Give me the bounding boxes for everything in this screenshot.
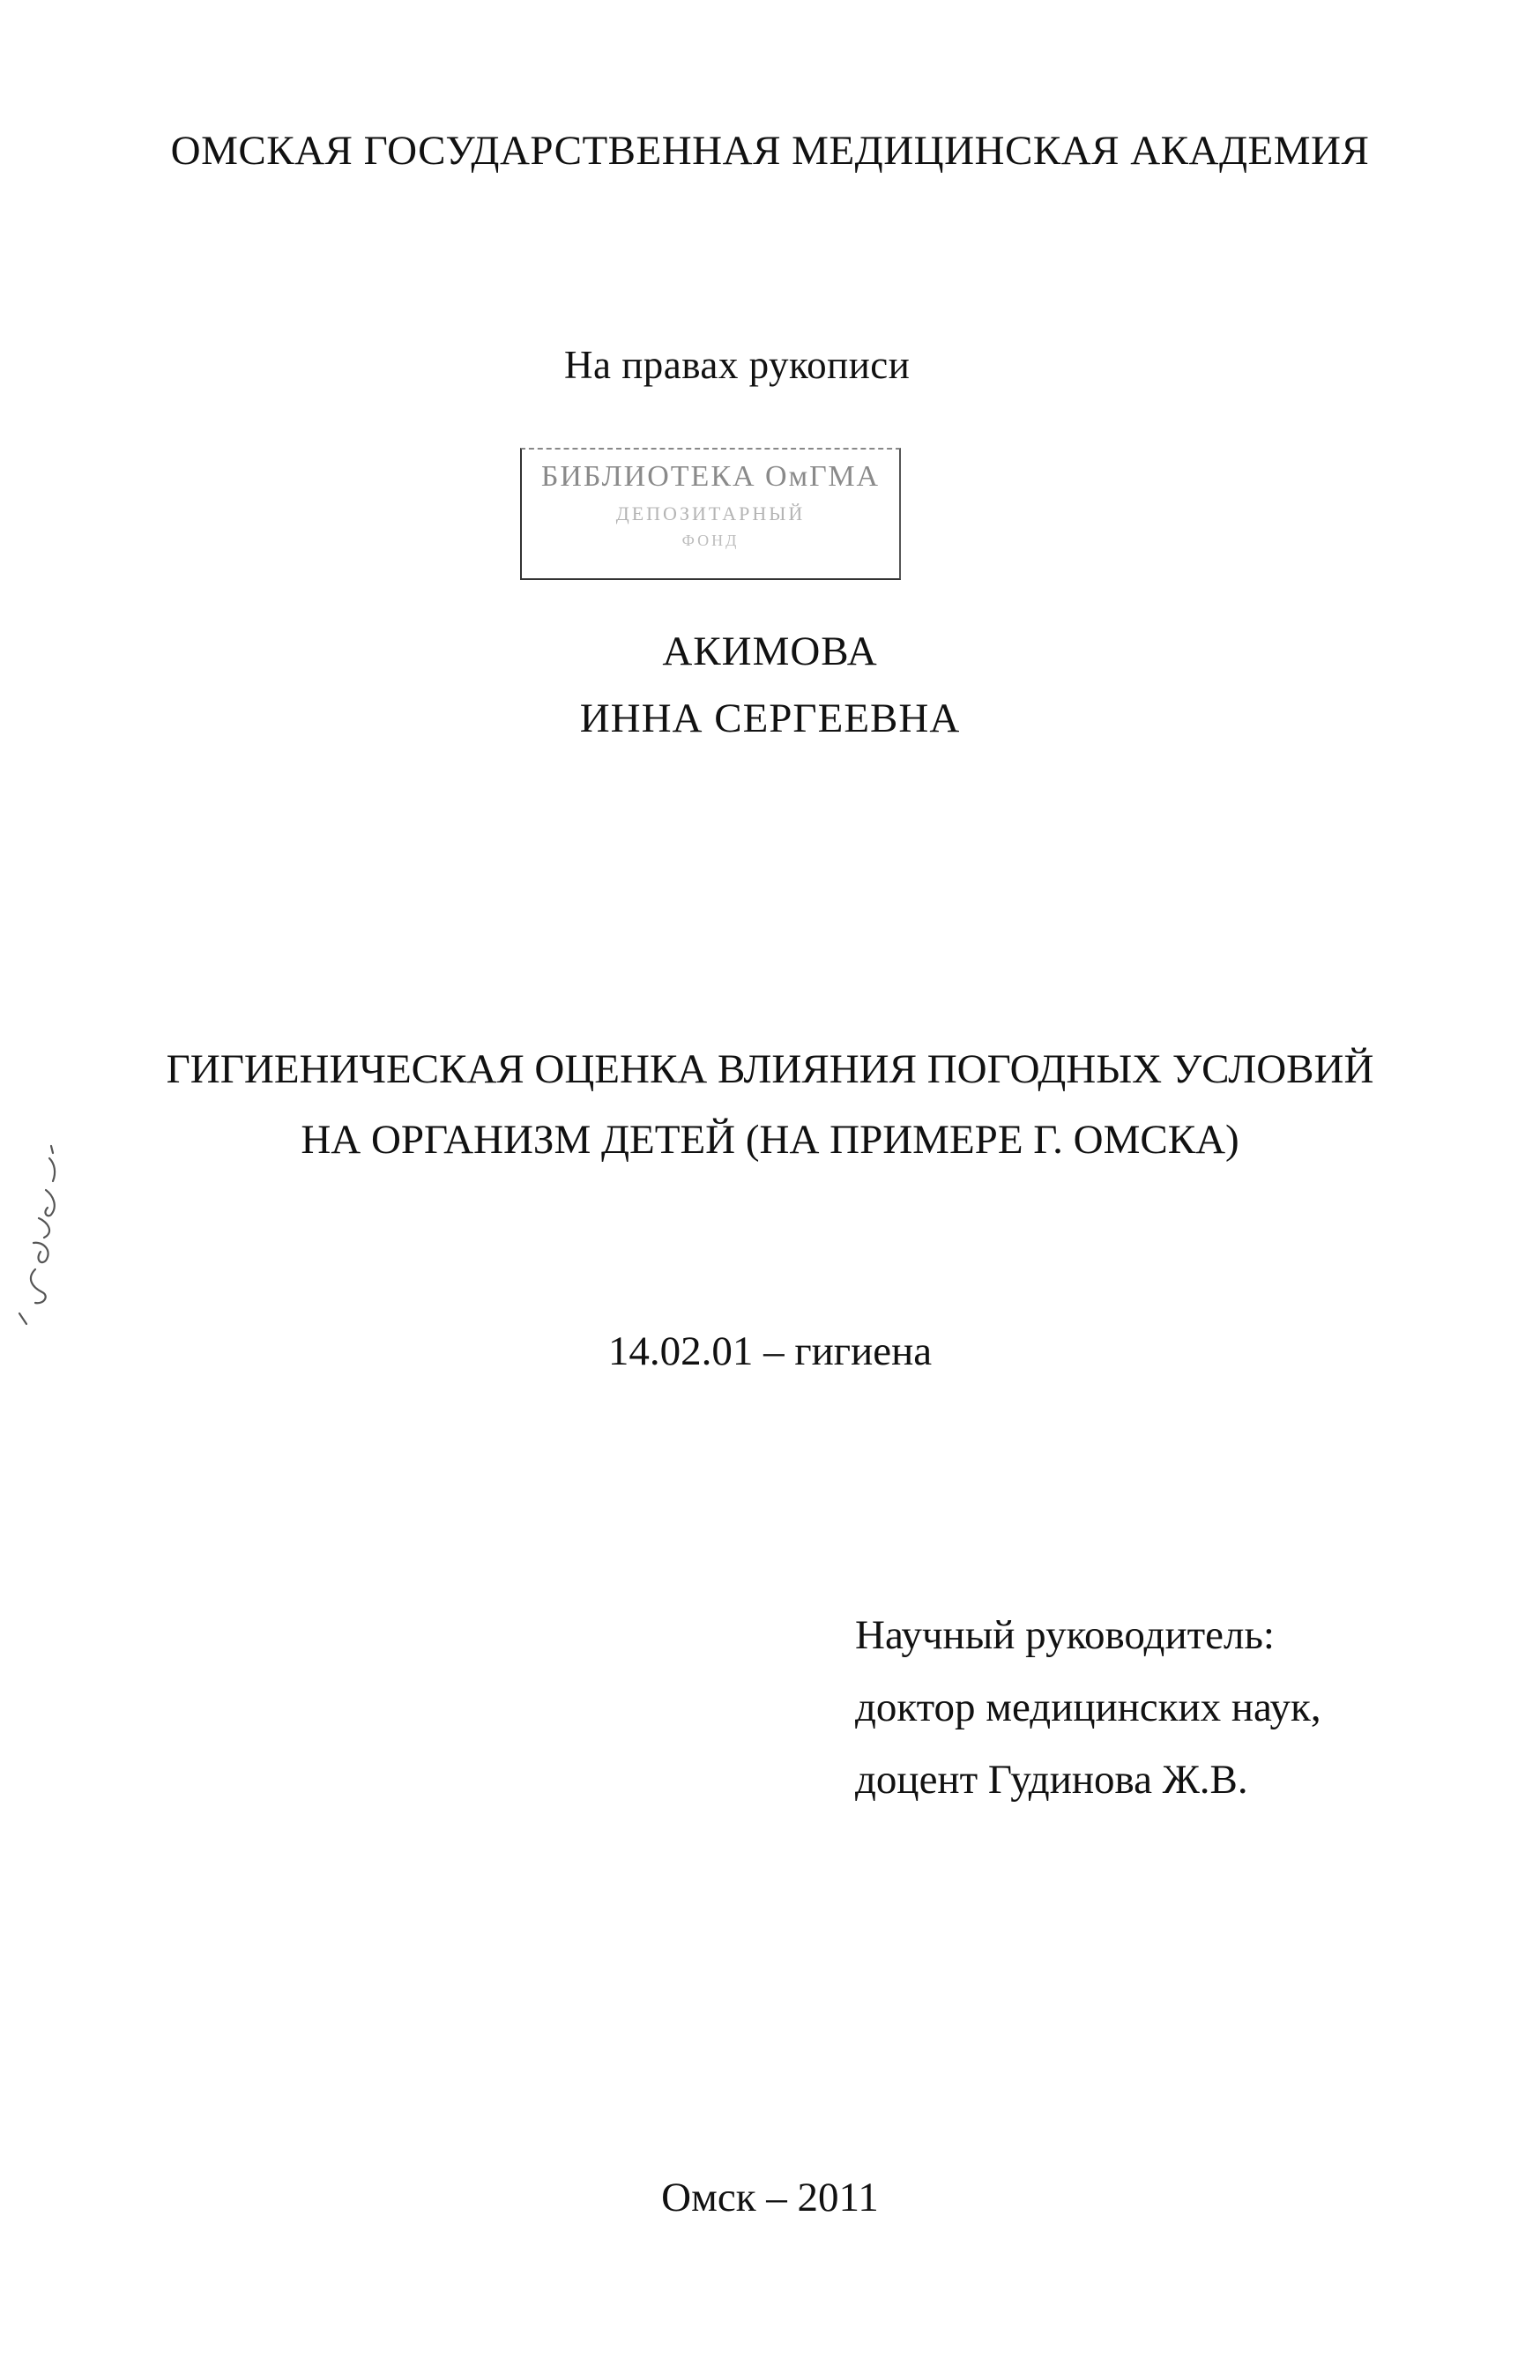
thesis-title-line-1: ГИГИЕНИЧЕСКАЯ ОЦЕНКА ВЛИЯНИЯ ПОГОДНЫХ УСЛОВИЙ bbox=[166, 1046, 1374, 1092]
supervisor-name: доцент Гудинова Ж.В. bbox=[855, 1757, 1248, 1803]
thesis-title-line-2: НА ОРГАНИЗМ ДЕТЕЙ (НА ПРИМЕРЕ Г. ОМСКА) bbox=[301, 1117, 1239, 1163]
supervisor-role: Научный руководитель: bbox=[855, 1612, 1275, 1658]
institution-name: ОМСКАЯ ГОСУДАРСТВЕННАЯ МЕДИЦИНСКАЯ АКАДЕМИЯ bbox=[170, 128, 1370, 174]
author-given-names: ИННА СЕРГЕЕВНА bbox=[579, 695, 961, 741]
specialty-code: 14.02.01 – гигиена bbox=[607, 1328, 933, 1374]
stamp-line-1: БИБЛИОТЕКА ОмГМА bbox=[540, 460, 881, 493]
handwritten-margin-mark-icon bbox=[0, 1137, 79, 1349]
library-stamp bbox=[520, 448, 901, 580]
city-year: Омск – 2011 bbox=[661, 2175, 879, 2220]
stamp-line-3: ФОНД bbox=[681, 532, 740, 549]
manuscript-note: На правах рукописи bbox=[564, 343, 911, 387]
author-surname: АКИМОВА bbox=[662, 628, 878, 674]
stamp-line-2: ДЕПОЗИТАРНЫЙ bbox=[615, 502, 806, 524]
supervisor-degree: доктор медицинских наук, bbox=[855, 1685, 1321, 1730]
